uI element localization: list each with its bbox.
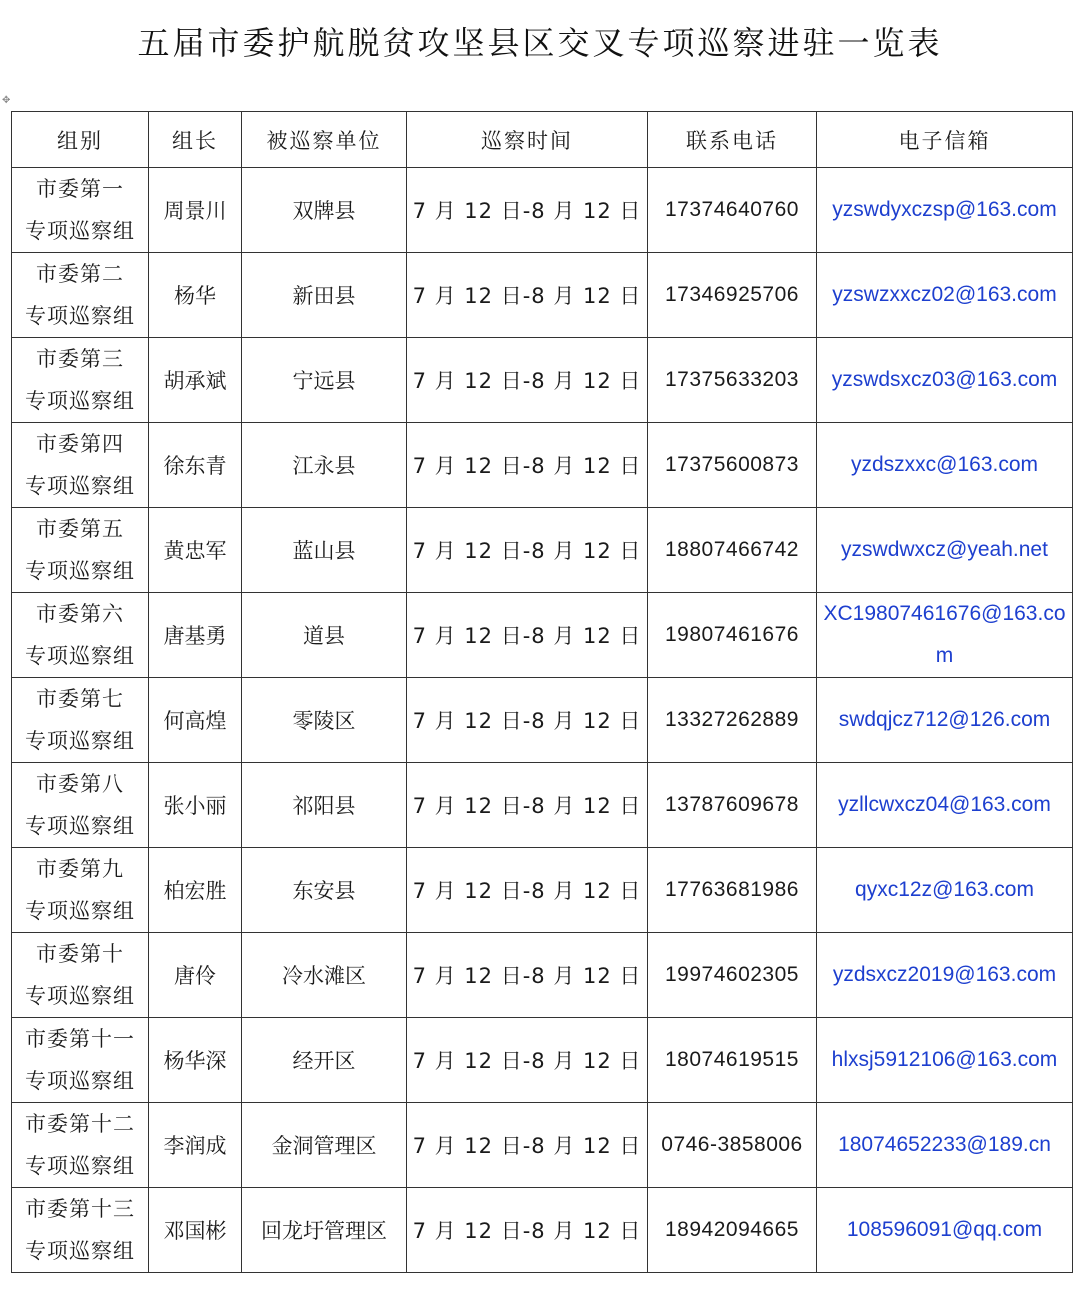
- table-move-handle-icon[interactable]: ✥: [2, 95, 11, 106]
- table-row: [12, 763, 1073, 848]
- header-email: 电子信箱: [817, 112, 1073, 168]
- phone-cell: 17375633203: [648, 338, 817, 423]
- table-header-row: [12, 112, 1073, 168]
- unit-cell: 祁阳县: [242, 763, 407, 848]
- leader-cell: 邓国彬: [149, 1188, 242, 1273]
- email-link[interactable]: 108596091@qq.com: [817, 1188, 1073, 1273]
- group-cell: [12, 678, 149, 763]
- email-link[interactable]: 18074652233@189.cn: [817, 1103, 1073, 1188]
- group-cell: [12, 508, 149, 593]
- group-cell: [12, 253, 149, 338]
- group-name: 市委第五: [36, 517, 124, 541]
- table-row: [12, 508, 1073, 593]
- group-suffix: 专项巡察组: [25, 1239, 135, 1263]
- group-name: 市委第二: [36, 262, 124, 286]
- group-suffix: 专项巡察组: [25, 644, 135, 668]
- group-suffix: 专项巡察组: [25, 474, 135, 498]
- page-title: 五届市委护航脱贫攻坚县区交叉专项巡察进驻一览表: [137, 24, 943, 62]
- header-period: 巡察时间: [407, 112, 648, 168]
- group-cell: [12, 593, 149, 678]
- email-link[interactable]: yzswdsxcz03@163.com: [817, 338, 1073, 423]
- table-row: [12, 678, 1073, 763]
- group-name: 市委第十: [36, 942, 124, 966]
- group-name: 市委第六: [36, 602, 124, 626]
- period-cell: 7 月 12 日-8 月 12 日: [407, 1188, 648, 1273]
- group-cell: [12, 1018, 149, 1103]
- phone-cell: 17374640760: [648, 168, 817, 253]
- phone-cell: 18942094665: [648, 1188, 817, 1273]
- period-cell: 7 月 12 日-8 月 12 日: [407, 423, 648, 508]
- group-name: 市委第十三: [25, 1197, 135, 1221]
- email-link[interactable]: yzllcwxcz04@163.com: [817, 763, 1073, 848]
- header-leader: 组长: [149, 112, 242, 168]
- table-row: [12, 423, 1073, 508]
- group-suffix: 专项巡察组: [25, 304, 135, 328]
- unit-cell: 新田县: [242, 253, 407, 338]
- table-row: [12, 848, 1073, 933]
- header-unit: 被巡察单位: [242, 112, 407, 168]
- leader-cell: 唐伶: [149, 933, 242, 1018]
- period-cell: 7 月 12 日-8 月 12 日: [407, 1018, 648, 1103]
- period-cell: 7 月 12 日-8 月 12 日: [407, 763, 648, 848]
- unit-cell: 冷水滩区: [242, 933, 407, 1018]
- phone-cell: 17763681986: [648, 848, 817, 933]
- email-link[interactable]: swdqjcz712@126.com: [817, 678, 1073, 763]
- email-link[interactable]: yzdsxcz2019@163.com: [817, 933, 1073, 1018]
- table-row: [12, 253, 1073, 338]
- leader-cell: 唐基勇: [149, 593, 242, 678]
- group-name: 市委第一: [36, 177, 124, 201]
- period-cell: 7 月 12 日-8 月 12 日: [407, 253, 648, 338]
- phone-cell: 17375600873: [648, 423, 817, 508]
- unit-cell: 东安县: [242, 848, 407, 933]
- group-name: 市委第八: [36, 772, 124, 796]
- unit-cell: 蓝山县: [242, 508, 407, 593]
- email-link[interactable]: qyxc12z@163.com: [817, 848, 1073, 933]
- table-row: [12, 1103, 1073, 1188]
- table-row: [12, 1188, 1073, 1273]
- unit-cell: 宁远县: [242, 338, 407, 423]
- leader-cell: 周景川: [149, 168, 242, 253]
- unit-cell: 金洞管理区: [242, 1103, 407, 1188]
- period-cell: 7 月 12 日-8 月 12 日: [407, 933, 648, 1018]
- email-link[interactable]: XC19807461676@163.com: [817, 593, 1073, 678]
- group-suffix: 专项巡察组: [25, 559, 135, 583]
- group-suffix: 专项巡察组: [25, 984, 135, 1008]
- period-cell: 7 月 12 日-8 月 12 日: [407, 848, 648, 933]
- group-suffix: 专项巡察组: [25, 899, 135, 923]
- group-cell: [12, 848, 149, 933]
- leader-cell: 杨华: [149, 253, 242, 338]
- table-row: [12, 168, 1073, 253]
- unit-cell: 回龙圩管理区: [242, 1188, 407, 1273]
- group-suffix: 专项巡察组: [25, 219, 135, 243]
- leader-cell: 张小丽: [149, 763, 242, 848]
- group-name: 市委第十二: [25, 1112, 135, 1136]
- table-row: [12, 593, 1073, 678]
- table-row: [12, 1018, 1073, 1103]
- group-name: 市委第七: [36, 687, 124, 711]
- group-suffix: 专项巡察组: [25, 729, 135, 753]
- email-link[interactable]: yzswdyxczsp@163.com: [817, 168, 1073, 253]
- header-phone: 联系电话: [648, 112, 817, 168]
- group-cell: [12, 1103, 149, 1188]
- leader-cell: 胡承斌: [149, 338, 242, 423]
- email-link[interactable]: hlxsj5912106@163.com: [817, 1018, 1073, 1103]
- email-link[interactable]: yzswdwxcz@yeah.net: [817, 508, 1073, 593]
- leader-cell: 黄忠军: [149, 508, 242, 593]
- phone-cell: 17346925706: [648, 253, 817, 338]
- unit-cell: 江永县: [242, 423, 407, 508]
- unit-cell: 道县: [242, 593, 407, 678]
- leader-cell: 李润成: [149, 1103, 242, 1188]
- table-row: [12, 933, 1073, 1018]
- group-cell: [12, 763, 149, 848]
- leader-cell: 徐东青: [149, 423, 242, 508]
- group-name: 市委第四: [36, 432, 124, 456]
- group-name: 市委第九: [36, 857, 124, 881]
- unit-cell: 双牌县: [242, 168, 407, 253]
- group-cell: [12, 338, 149, 423]
- period-cell: 7 月 12 日-8 月 12 日: [407, 1103, 648, 1188]
- group-suffix: 专项巡察组: [25, 1069, 135, 1093]
- group-suffix: 专项巡察组: [25, 389, 135, 413]
- email-link[interactable]: yzdszxxc@163.com: [817, 423, 1073, 508]
- period-cell: 7 月 12 日-8 月 12 日: [407, 678, 648, 763]
- phone-cell: 19974602305: [648, 933, 817, 1018]
- phone-cell: 13327262889: [648, 678, 817, 763]
- group-suffix: 专项巡察组: [25, 1154, 135, 1178]
- header-group: 组别: [12, 112, 149, 168]
- period-cell: 7 月 12 日-8 月 12 日: [407, 508, 648, 593]
- period-cell: 7 月 12 日-8 月 12 日: [407, 168, 648, 253]
- group-cell: [12, 168, 149, 253]
- unit-cell: 经开区: [242, 1018, 407, 1103]
- group-suffix: 专项巡察组: [25, 814, 135, 838]
- period-cell: 7 月 12 日-8 月 12 日: [407, 338, 648, 423]
- patrol-table: [11, 111, 1073, 1273]
- leader-cell: 何高煌: [149, 678, 242, 763]
- phone-cell: 0746-3858006: [648, 1103, 817, 1188]
- group-cell: [12, 423, 149, 508]
- group-name: 市委第十一: [25, 1027, 135, 1051]
- phone-cell: 19807461676: [648, 593, 817, 678]
- table-row: [12, 338, 1073, 423]
- leader-cell: 杨华深: [149, 1018, 242, 1103]
- group-cell: [12, 933, 149, 1018]
- period-cell: 7 月 12 日-8 月 12 日: [407, 593, 648, 678]
- phone-cell: 18807466742: [648, 508, 817, 593]
- group-name: 市委第三: [36, 347, 124, 371]
- phone-cell: 13787609678: [648, 763, 817, 848]
- phone-cell: 18074619515: [648, 1018, 817, 1103]
- group-cell: [12, 1188, 149, 1273]
- email-link[interactable]: yzswzxxcz02@163.com: [817, 253, 1073, 338]
- leader-cell: 柏宏胜: [149, 848, 242, 933]
- unit-cell: 零陵区: [242, 678, 407, 763]
